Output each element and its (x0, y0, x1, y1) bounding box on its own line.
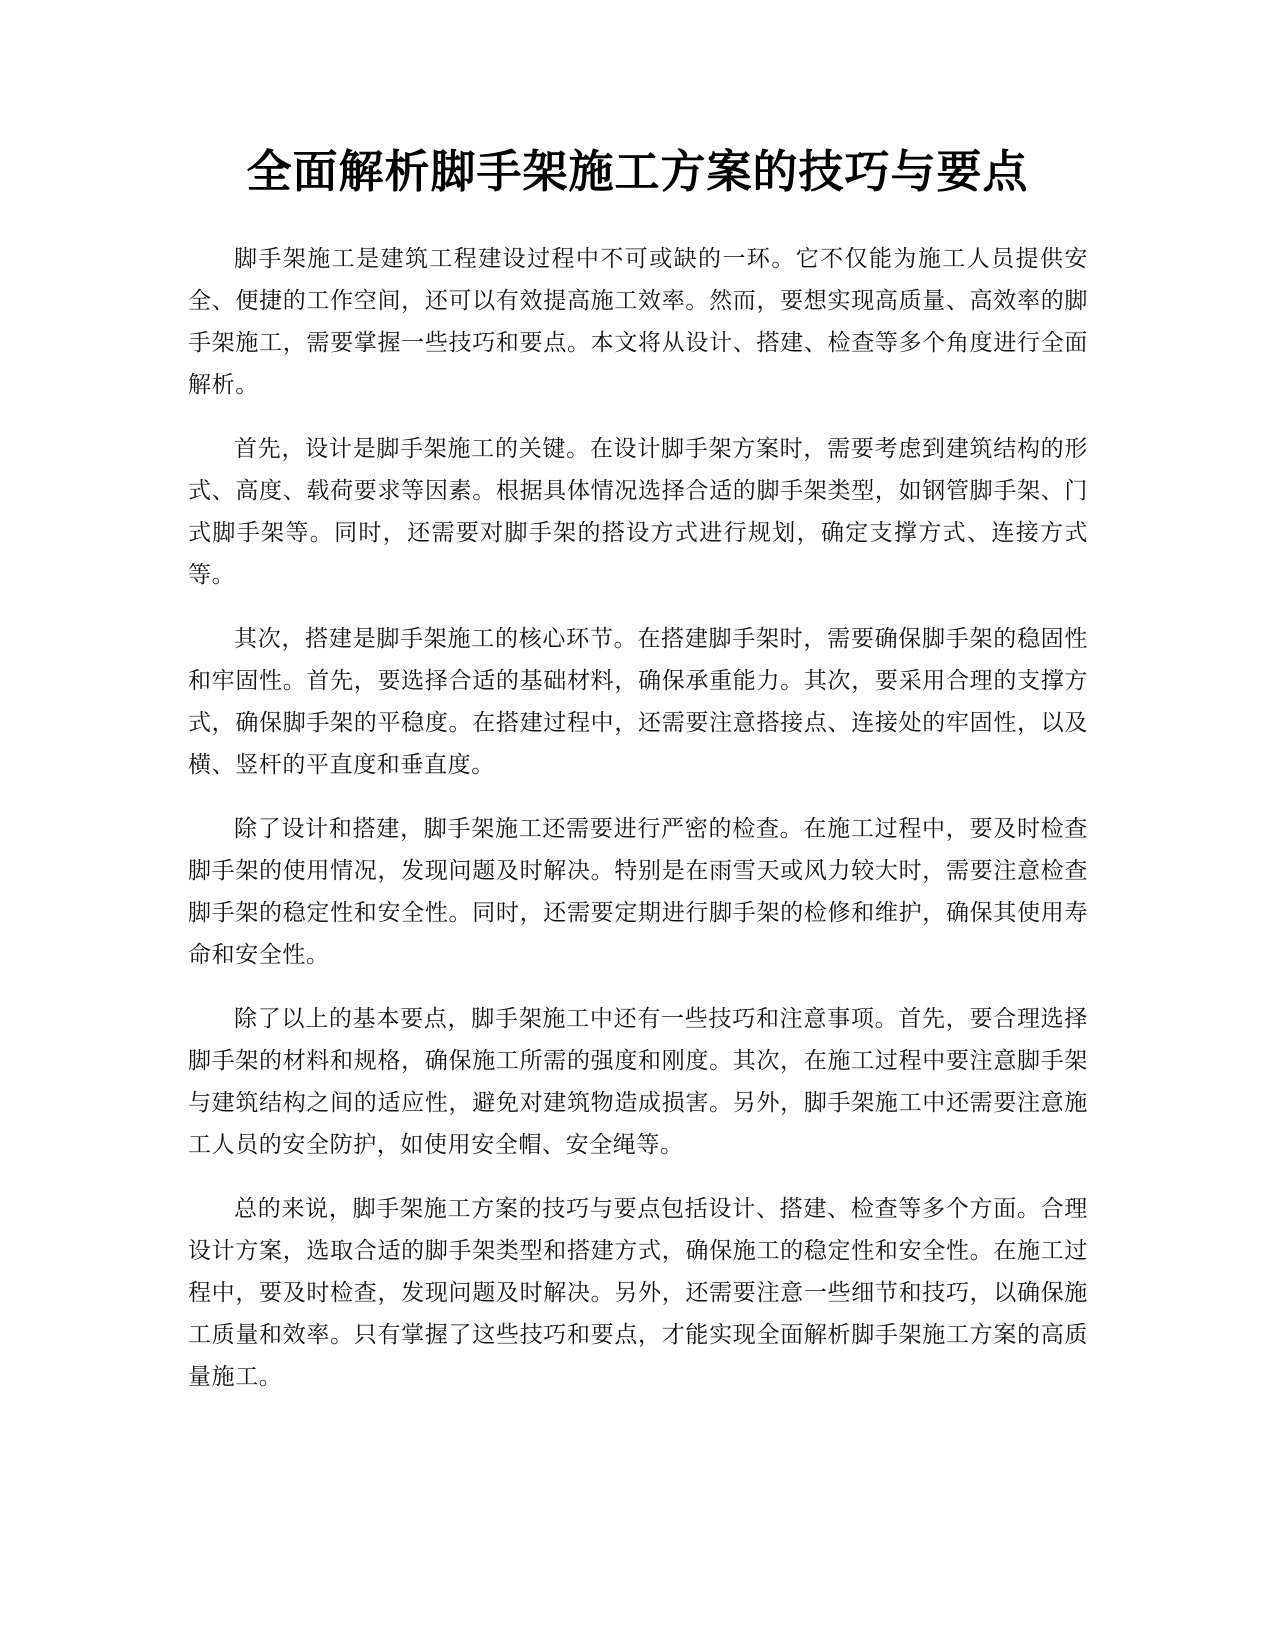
document-title: 全面解析脚手架施工方案的技巧与要点 (246, 145, 1029, 198)
paragraph-construction: 其次，搭建是脚手架施工的核心环节。在搭建脚手架时，需要确保脚手架的稳固性和牢固性。首先，要选择合适的基础材料，确保承重能力。其次，要采用合理的支撑方式，确保脚手架的平稳度。在搭建过程中，还需要注意搭接点、连接处的牢固性，以及横、竖杆的平直度和垂直度。 (188, 626, 1088, 778)
paragraph-intro: 脚手架施工是建筑工程建设过程中不可或缺的一环。它不仅能为施工人员提供安全、便捷的工作空间，还可以有效提高施工效率。然而，要想实现高质量、高效率的脚手架施工，需要掌握一些技巧和要点。本文将从设计、搭建、检查等多个角度进行全面解析。 (188, 246, 1088, 398)
paragraph-summary: 总的来说，脚手架施工方案的技巧与要点包括设计、搭建、检查等多个方面。合理设计方案，选取合适的脚手架类型和搭建方式，确保施工的稳定性和安全性。在施工过程中，要及时检查，发现问题及时解决。另外，还需要注意一些细节和技巧，以确保施工质量和效率。只有掌握了这些技巧和要点，才能实现全面解析脚手架施工方案的高质量施工。 (188, 1196, 1088, 1390)
document-body (188, 238, 1088, 1420)
paragraph-design: 首先，设计是脚手架施工的关键。在设计脚手架方案时，需要考虑到建筑结构的形式、高度、载荷要求等因素。根据具体情况选择合适的脚手架类型，如钢管脚手架、门式脚手架等。同时，还需要对脚手架的搭设方式进行规划，确定支撑方式、连接方式等。 (188, 436, 1088, 588)
paragraph-tips: 除了以上的基本要点，脚手架施工中还有一些技巧和注意事项。首先，要合理选择脚手架的材料和规格，确保施工所需的强度和刚度。其次，在施工过程中要注意脚手架与建筑结构之间的适应性，避免对建筑物造成损害。另外，脚手架施工中还需要注意施工人员的安全防护，如使用安全帽、安全绳等。 (188, 1006, 1088, 1158)
paragraph-inspection: 除了设计和搭建，脚手架施工还需要进行严密的检查。在施工过程中，要及时检查脚手架的使用情况，发现问题及时解决。特别是在雨雪天或风力较大时，需要注意检查脚手架的稳定性和安全性。同时，还需要定期进行脚手架的检修和维护，确保其使用寿命和安全性。 (188, 816, 1088, 968)
